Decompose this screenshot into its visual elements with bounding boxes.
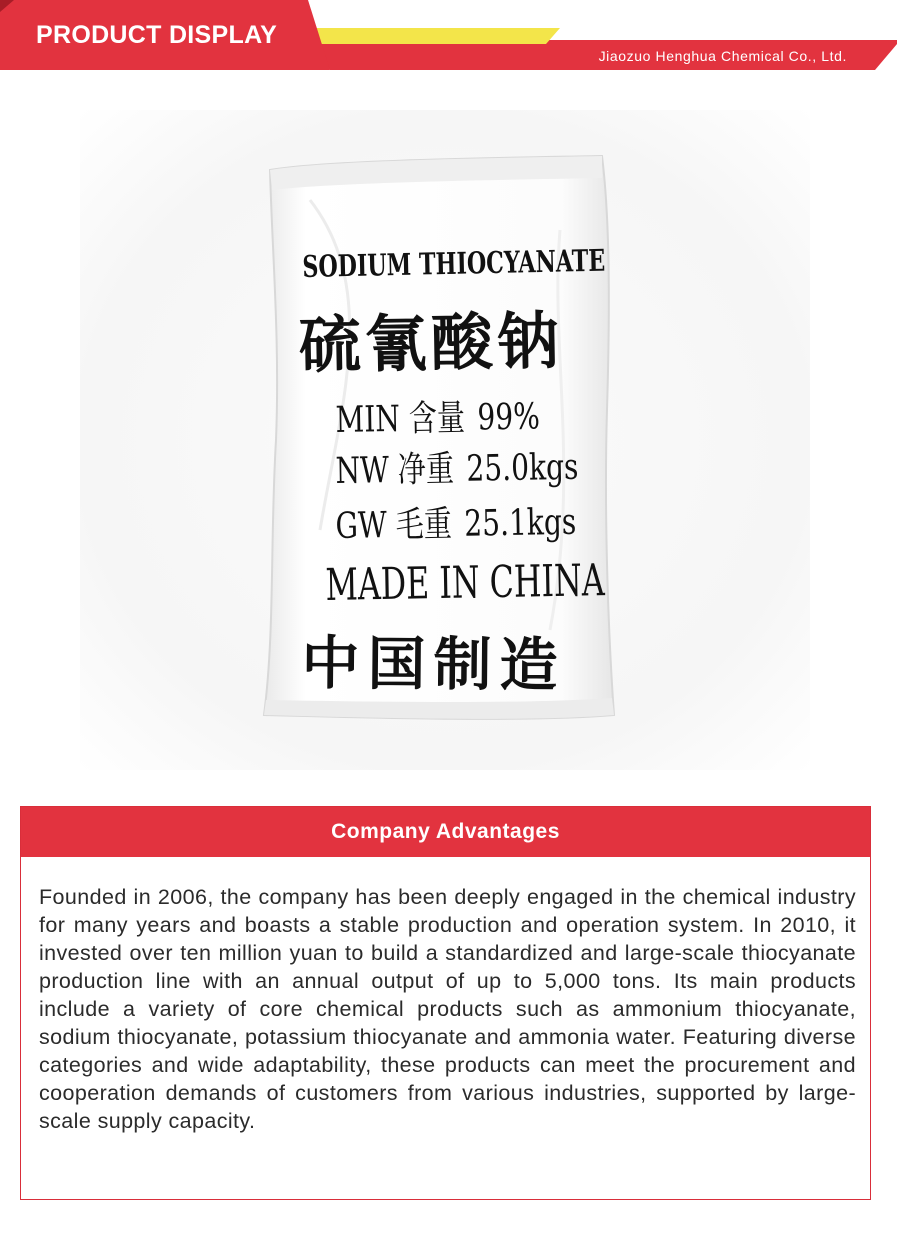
bag-product-name-cn: 硫氰酸钠 [298,304,564,382]
bag-gw-label: GW 毛重 [335,503,453,547]
page-title: PRODUCT DISPLAY [36,21,278,49]
bag-min-label: MIN 含量 [335,397,466,441]
header-banner [0,0,897,75]
bag-gw-value: 25.1kgs [463,501,577,545]
bag-min-content [335,388,540,443]
advantages-header [21,807,870,857]
bag-gross-weight [335,494,577,549]
bag-label [80,110,810,770]
advantages-body: Founded in 2006, the company has been deeply engaged in the chemical industry for many years and boasts a stable production and operation system. In 2010, it invested over ten million yuan to build a standardized and large-scale thiocyanate production line with an annual output of up to 5,000 tons. Its main products include a variety of core chemical products such as ammonium thiocyanate, sodium thiocyanate, potassium thiocyanate and ammonia water. Featuring diverse categories and wide adaptability, these products can meet the procurement and cooperation demands of customers from various industries, supported by large-scale supply capacity. [39,885,856,1133]
company-name: Jiaozuo Henghua Chemical Co., Ltd. [598,48,847,64]
advantages-panel [20,806,871,1200]
product-photo [80,110,810,770]
bag-made-in-en: MADE IN CHINA [325,555,606,611]
bag-made-in-cn: 中国制造 [301,628,566,700]
bag-min-value: 99% [477,396,541,439]
advantages-title: Company Advantages [331,820,560,843]
bag-nw-label: NW 净重 [335,448,455,492]
bag-nw-value: 25.0kgs [466,446,579,490]
bag-product-name-en: SODIUM THIOCYANATE [302,243,606,285]
bag-net-weight [335,439,579,494]
